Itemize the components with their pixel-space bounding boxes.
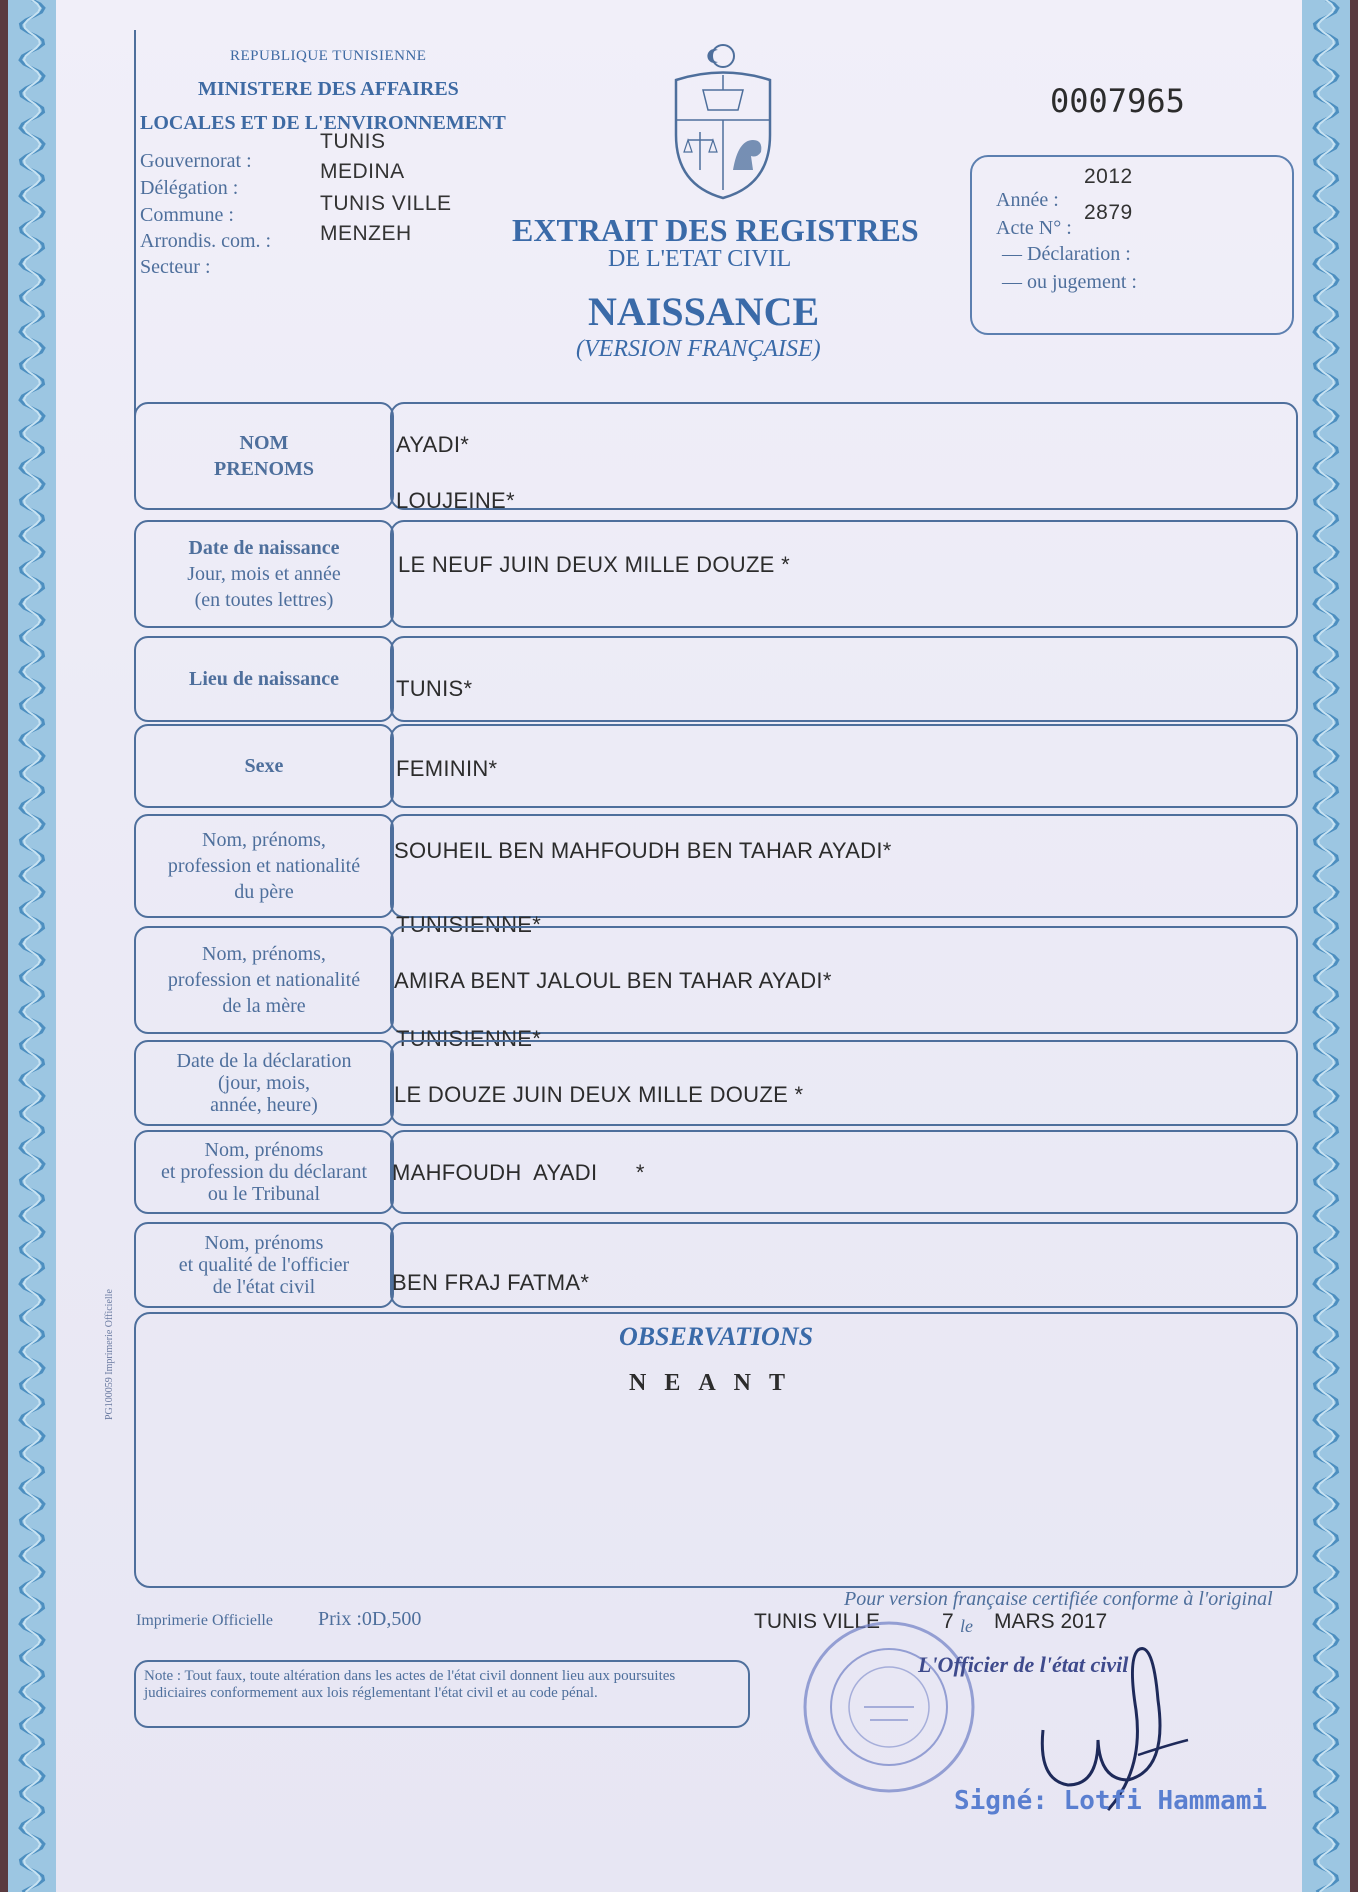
- mere-value: AMIRA BENT JALOUL BEN TAHAR AYADI*: [394, 968, 832, 993]
- mere-label-3: de la mère: [222, 995, 306, 1017]
- mere-nationality: TUNISIENNE*: [396, 1026, 542, 1051]
- jugement-label: — ou jugement :: [1002, 271, 1137, 293]
- left-margin-rule: [134, 30, 136, 420]
- annee-value: 2012: [1084, 165, 1133, 188]
- title-extrait: EXTRAIT DES REGISTRES: [512, 212, 919, 248]
- officier-label-1: Nom, prénoms: [204, 1232, 324, 1254]
- pere-value: SOUHEIL BEN MAHFOUDH BEN TAHAR AYADI*: [394, 838, 892, 863]
- dob-value: LE NEUF JUIN DEUX MILLE DOUZE *: [398, 552, 790, 577]
- observations-title: OBSERVATIONS: [618, 1322, 814, 1351]
- republic-label: REPUBLIQUE TUNISIENNE: [230, 48, 427, 64]
- pere-nationality: TUNISIENNE*: [396, 912, 542, 937]
- gouvernorat-label: Gouvernorat :: [140, 150, 252, 172]
- gouvernorat-value: TUNIS: [320, 130, 386, 153]
- issue-le: le: [960, 1616, 973, 1636]
- acte-value: 2879: [1084, 201, 1133, 224]
- lieu-label-box: [134, 636, 394, 722]
- declarant-value: MAHFOUDH AYADI *: [392, 1160, 645, 1185]
- coat-of-arms-emblem: [668, 40, 778, 200]
- officier-label-box: [134, 1222, 394, 1308]
- dob-label-2: Jour, mois et année: [187, 563, 341, 585]
- prenoms-label: PRENOMS: [214, 458, 314, 480]
- declarant-label-2: et profession du déclarant: [160, 1161, 368, 1183]
- sexe-label-box: [134, 724, 394, 808]
- issue-day: 7: [942, 1610, 954, 1633]
- signed-by: Signé: Lotfi Hammami: [954, 1786, 1268, 1816]
- ministry-line-1: MINISTERE DES AFFAIRES: [198, 78, 459, 100]
- document-page: [8, 0, 1350, 1892]
- official-stamp: [794, 1612, 984, 1802]
- title-etat-civil: DE L'ETAT CIVIL: [608, 246, 792, 272]
- pere-label-2: profession et nationalité: [167, 855, 361, 877]
- lieu-value: TUNIS*: [396, 676, 473, 701]
- dob-label-3: (en toutes lettres): [194, 589, 334, 611]
- pere-label-1: Nom, prénoms,: [202, 829, 326, 851]
- ministry-line-2: LOCALES ET DE L'ENVIRONNEMENT: [140, 112, 506, 134]
- nom-label: NOM: [239, 432, 289, 454]
- decl-date-value: LE DOUZE JUIN DEUX MILLE DOUZE *: [394, 1082, 804, 1107]
- sexe-value: FEMININ*: [396, 756, 498, 781]
- acte-label: Acte N° :: [996, 217, 1072, 239]
- pere-label-box: [134, 814, 394, 918]
- officier-label-3: de l'état civil: [212, 1276, 316, 1298]
- declarant-label-box: [134, 1130, 394, 1214]
- nom-value: AYADI*: [396, 432, 470, 457]
- lieu-value-box: [390, 636, 1298, 722]
- pere-value-box: [390, 814, 1298, 918]
- title-naissance: NAISSANCE: [588, 289, 820, 334]
- sexe-label: Sexe: [244, 755, 284, 777]
- delegation-label: Délégation :: [140, 177, 239, 199]
- certified-text: Pour version française certifiée conforme à l'original: [844, 1588, 1273, 1610]
- title-version: (VERSION FRANÇAISE): [576, 336, 821, 362]
- mere-label-box: [134, 926, 394, 1034]
- arrondis-label: Arrondis. com. :: [140, 230, 272, 252]
- declarant-label-3: ou le Tribunal: [207, 1183, 321, 1205]
- observations-value: NEANT: [628, 1370, 803, 1396]
- annee-label: Année :: [996, 189, 1059, 211]
- issue-place: TUNIS VILLE: [754, 1610, 881, 1633]
- nom-prenoms-label-box: [134, 402, 394, 510]
- left-decorative-border: [8, 0, 56, 1892]
- officier-value: BEN FRAJ FATMA*: [392, 1270, 590, 1295]
- commune-label: Commune :: [140, 204, 234, 226]
- decl-date-label-2: (jour, mois,: [218, 1072, 310, 1094]
- mere-label-2: profession et nationalité: [167, 969, 361, 991]
- officier-label-2: et qualité de l'officier: [178, 1254, 350, 1276]
- lieu-label: Lieu de naissance: [188, 668, 340, 690]
- serial-number: 0007965: [1050, 82, 1185, 120]
- decl-date-label-box: [134, 1040, 394, 1126]
- printer-label: Imprimerie Officielle: [136, 1612, 273, 1629]
- right-decorative-border: [1302, 0, 1350, 1892]
- year-acte-box: [970, 155, 1294, 335]
- sexe-value-box: [390, 724, 1298, 808]
- officer-title: L'Officier de l'état civil: [918, 1652, 1129, 1677]
- price-label: Prix :0D,500: [318, 1608, 422, 1630]
- secteur-label: Secteur :: [140, 256, 211, 278]
- issue-month-year: MARS 2017: [994, 1610, 1108, 1633]
- commune-value: TUNIS VILLE: [320, 192, 452, 215]
- dob-label-box: [134, 520, 394, 628]
- mere-label-1: Nom, prénoms,: [202, 943, 326, 965]
- decl-date-label-1: Date de la déclaration: [176, 1050, 352, 1072]
- observations-box: [134, 1312, 1298, 1588]
- decl-date-label-3: année, heure): [210, 1094, 318, 1116]
- nom-prenoms-value-box: [390, 402, 1298, 510]
- dob-label-1: Date de naissance: [188, 537, 340, 559]
- legal-note: Note : Tout faux, toute altération dans les actes de l'état civil donnent lieu aux poursuites judiciaires conformement aux lois réglementant l'état civil et au code pénal.: [134, 1660, 750, 1728]
- prenoms-value: LOUJEINE*: [396, 488, 515, 513]
- arrondis-value: MENZEH: [320, 222, 412, 245]
- declarant-label-1: Nom, prénoms: [204, 1139, 324, 1161]
- pere-label-3: du père: [234, 881, 294, 903]
- delegation-value: MEDINA: [320, 160, 405, 183]
- side-printer-code: PG100059 Imprimerie Officielle: [104, 1289, 115, 1420]
- declaration-label: — Déclaration :: [1002, 243, 1131, 265]
